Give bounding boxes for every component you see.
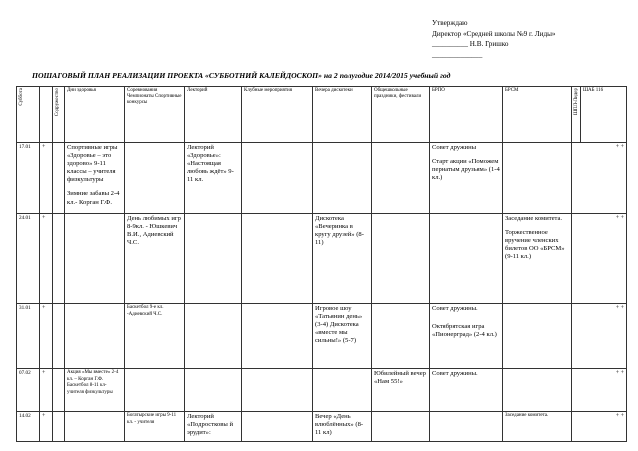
header-competitions: Соревнования Чемпионаты Спортивные конкурсы bbox=[125, 87, 185, 143]
row-health: Акция «Мы вместе» 2-4 кл. – Корган Г.Ф. Баскетбол 8-11 кл- учителя физкультуры bbox=[65, 369, 125, 412]
row-brsm bbox=[503, 369, 572, 412]
approval-line-4: ______________ bbox=[432, 50, 483, 59]
row-date: 07.02 bbox=[17, 369, 40, 412]
row-clubs bbox=[242, 369, 313, 412]
row-brpo-line: Октябрятская игра «Пионерград» (2-4 кл.) bbox=[432, 323, 497, 339]
row-festivals: Юбилейный вечер «Нам 55!» bbox=[372, 369, 430, 412]
row-lectures bbox=[185, 214, 242, 304]
row-date: 24.01 bbox=[17, 214, 40, 304]
row-festivals bbox=[372, 304, 430, 369]
row-commonwealth: + bbox=[40, 214, 53, 304]
row-brsm: Заседание комитета. bbox=[503, 412, 572, 442]
approval-line-1: Утверждаю bbox=[432, 19, 468, 27]
header-shpl: ШПЛ-Лидер bbox=[572, 87, 581, 143]
row-end: + + bbox=[572, 369, 627, 412]
header-brsm: БРСМ bbox=[503, 87, 572, 143]
row-competitions bbox=[125, 369, 185, 412]
row-health bbox=[65, 412, 125, 442]
row-end: + + bbox=[572, 143, 627, 214]
row-brsm-line: Заседание комитета. bbox=[505, 215, 563, 222]
row-lectures: Лекторий «Здоровье»: «Настоящая любовь ждёт» 9-11 кл. bbox=[185, 143, 242, 214]
row-end: + + bbox=[572, 214, 627, 304]
row-date: 14.02 bbox=[17, 412, 40, 442]
row-commonwealth: + bbox=[40, 143, 53, 214]
row-competitions: Богатырские игры 9-11 кл. - учителя bbox=[125, 412, 185, 442]
table-row bbox=[17, 143, 627, 214]
row-clubs bbox=[242, 143, 313, 214]
row-lectures bbox=[185, 304, 242, 369]
table-row bbox=[17, 412, 627, 442]
row-brpo bbox=[430, 143, 503, 214]
row-evenings bbox=[313, 369, 372, 412]
row-evenings bbox=[313, 143, 372, 214]
table-row bbox=[17, 214, 627, 304]
row-date: 17.01 bbox=[17, 143, 40, 214]
row-evenings: Дискотека «Вечеринка в кругу друзей» (8-11) bbox=[313, 214, 372, 304]
row-health bbox=[65, 304, 125, 369]
header-saturday: Суббота bbox=[17, 87, 40, 143]
header-shab: ШАБ 116 bbox=[581, 87, 627, 143]
header-row bbox=[17, 87, 627, 143]
table-row bbox=[17, 304, 627, 369]
row-clubs bbox=[242, 412, 313, 442]
row-brpo-line: Совет дружины bbox=[432, 144, 477, 151]
row-empty bbox=[53, 143, 65, 214]
row-festivals bbox=[372, 143, 430, 214]
header-clubs: Клубные мероприятия bbox=[242, 87, 313, 143]
header-brpo: БРПО bbox=[430, 87, 503, 143]
header-festivals: Общешкольные праздники, фестивали bbox=[372, 87, 430, 143]
header-commonwealth: Содружество bbox=[53, 87, 65, 143]
row-brsm bbox=[503, 304, 572, 369]
row-end: + + bbox=[572, 412, 627, 442]
row-health bbox=[65, 214, 125, 304]
row-brsm-line: Торжественное вручение членских билетов ОО «БРСМ» (9-11 кл.) bbox=[505, 229, 565, 261]
header-empty bbox=[40, 87, 53, 143]
row-brpo-line: Совет дружины. bbox=[432, 305, 478, 312]
header-health: Дни здоровья bbox=[65, 87, 125, 143]
row-competitions bbox=[125, 143, 185, 214]
row-brpo bbox=[430, 304, 503, 369]
row-empty bbox=[53, 369, 65, 412]
approval-block bbox=[432, 18, 556, 60]
header-evenings: Вечера дискотеки bbox=[313, 87, 372, 143]
page-title: ПОШАГОВЫЙ ПЛАН РЕАЛИЗАЦИИ ПРОЕКТА «СУББОТНИЙ КАЛЕЙДОСКОП» на 2 полугодие 2014/2015 учебный год bbox=[32, 71, 451, 80]
row-empty bbox=[53, 214, 65, 304]
row-brsm bbox=[503, 143, 572, 214]
row-competitions: Баскетбол 9-е кл. -Адиевский Ч.С. bbox=[125, 304, 185, 369]
row-health bbox=[65, 143, 125, 214]
approval-line-3: __________ Н.В. Гришко bbox=[432, 40, 509, 48]
row-competitions: День любимых игр 8-9кл. - Юшкевич В.И., Адиевский Ч.С. bbox=[125, 214, 185, 304]
row-evenings: Игровое шоу «Татьянин день» (3-4) Дискотека «вместе мы сильны!» (5-7) bbox=[313, 304, 372, 369]
row-clubs bbox=[242, 304, 313, 369]
row-evenings: Вечер «День влюблённых» (8-11 кл) bbox=[313, 412, 372, 442]
row-health-line: Спортивные игры «Здоровье – это здорово» 9-11 классы – учителя физкультуры bbox=[67, 144, 118, 184]
row-commonwealth: + bbox=[40, 304, 53, 369]
table-row bbox=[17, 369, 627, 412]
row-festivals bbox=[372, 412, 430, 442]
row-brsm bbox=[503, 214, 572, 304]
row-health-line: Зимние забавы 2-4 кл.- Корган Г.Ф. bbox=[67, 190, 120, 206]
plan-table bbox=[16, 86, 627, 442]
row-commonwealth: + bbox=[40, 412, 53, 442]
row-commonwealth: + bbox=[40, 369, 53, 412]
row-brpo: Совет дружины. bbox=[430, 369, 503, 412]
row-clubs bbox=[242, 214, 313, 304]
row-brpo-line: Старт акции «Поможем пернатым друзьям» (1-4 кл.) bbox=[432, 158, 500, 182]
row-lectures: Лекторий «Подростковы й эрудит»: bbox=[185, 412, 242, 442]
row-brpo bbox=[430, 412, 503, 442]
row-lectures bbox=[185, 369, 242, 412]
row-brpo bbox=[430, 214, 503, 304]
row-festivals bbox=[372, 214, 430, 304]
row-date: 31.01 bbox=[17, 304, 40, 369]
approval-line-2: Директор «Средней школы №9 г. Лиды» bbox=[432, 29, 556, 38]
header-lectures: Лекторий bbox=[185, 87, 242, 143]
row-empty bbox=[53, 412, 65, 442]
row-end: + + bbox=[572, 304, 627, 369]
row-empty bbox=[53, 304, 65, 369]
